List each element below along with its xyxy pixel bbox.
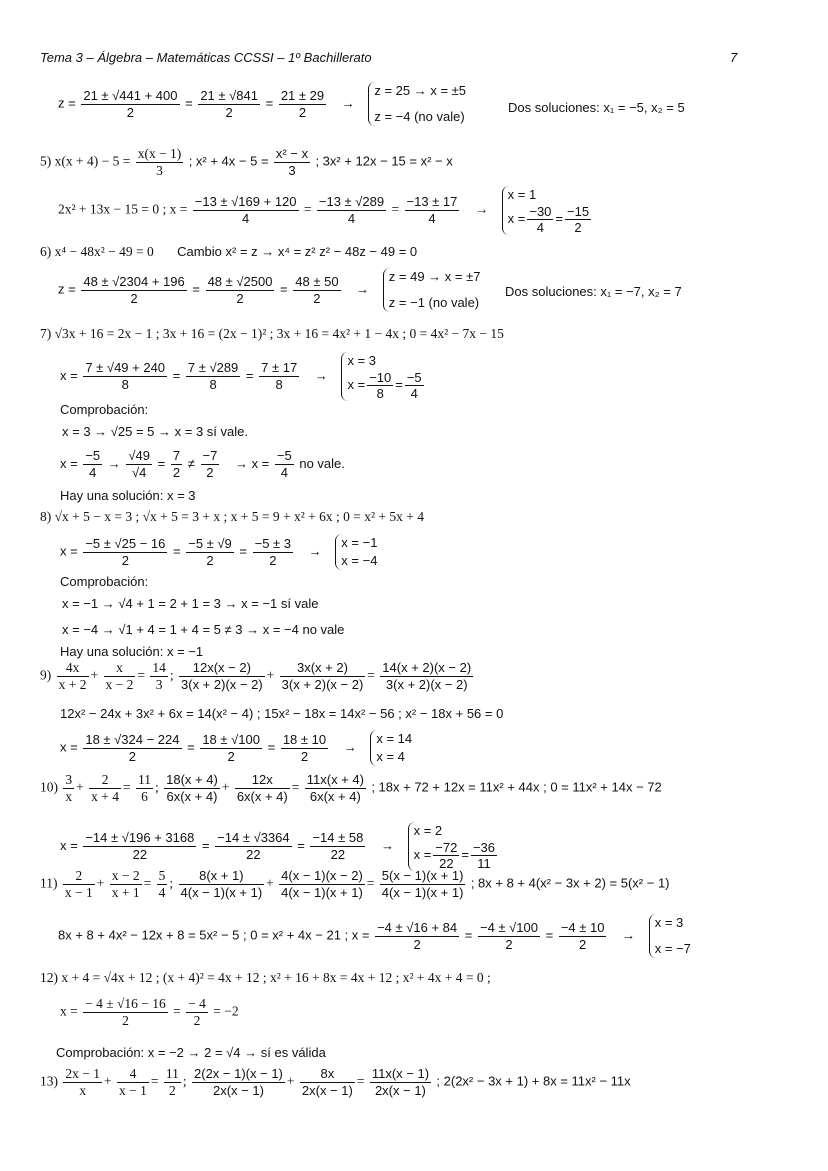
fraction: $\frac{x - 2}{x + 1}$ [111, 868, 140, 900]
check-line: x = −1 → √4 + 1 = 2 + 1 = 3 → x = −1 sí vale [62, 596, 319, 611]
eq-line-1: z = $\frac{21 \pm √441 + 400}{2}$ = $\frac{21 \pm √841}{2}$ = $\frac{21 \pm 29}{2}$ → z = 25 → x = ±5 z = −4 (no vale) [58, 83, 467, 124]
fraction: $\frac{-7}{2}$ [202, 448, 218, 480]
arrow: → [380, 837, 394, 853]
fraction: $\frac{12x(x - 2)}{3(x + 2)(x - 2)}$ [181, 660, 263, 692]
fraction: $\frac{48 \pm √2500}{2}$ [207, 273, 273, 306]
fraction: $\frac{8x}{2x(x - 1)}$ [301, 1066, 353, 1098]
solution-brace: x = 3 x = $\frac{-10}{8}$ = $\frac{-5}{4}$ [341, 352, 425, 401]
arrow: → [622, 927, 636, 943]
fraction: $\frac{-36}{11}$ [472, 840, 496, 871]
problem-7-line-2: x = $\frac{7 \pm √49 + 240}{8}$ = $\frac{7 \pm √289}{8}$ = $\frac{7 \pm 17}{8}$ → x = 3 x = $\frac{-10}{8}$ = $\frac{-5}{4}$ [60, 352, 426, 401]
arrow: → [308, 543, 322, 559]
solution-brace: z = 49 → x = ±7 z = −1 (no vale) [383, 268, 481, 312]
check-heading: Comprobación: [60, 402, 149, 417]
fraction: $\frac{-4 \pm √100}{2}$ [479, 919, 538, 952]
page-number: 7 [730, 50, 738, 65]
running-header-title: Tema 3 – Álgebra – Matemáticas CCSSI – 1º Bachillerato [40, 50, 372, 65]
fraction: $\frac{7}{2}$ [172, 448, 181, 480]
solution-statement: Hay una solución: x = 3 [60, 488, 196, 503]
check-heading: Comprobación: [60, 574, 149, 589]
fraction: $\frac{2x - 1}{x}$ [65, 1066, 100, 1098]
problem-7-line-1: 7) √3x + 16 = 2x − 1 ; 3x + 16 = (2x − 1)² ; 3x + 16 = 4x² + 1 − 4x ; 0 = 4x² − 7x − 15 [40, 326, 504, 341]
problem-9-line-3: x = $\frac{18 \pm √324 - 224}{2}$ = $\frac{18 \pm √100}{2}$ = $\frac{18 \pm 10}{2}$ → x = 14 x = 4 [60, 731, 413, 764]
fraction: $\frac{-14 \pm √196 + 3168}{22}$ [85, 830, 195, 862]
solution-brace: x = 1 x = $\frac{-30}{4}$ = $\frac{-15}{2}$ [502, 186, 593, 235]
fraction: $\frac{\text{x² − x}}{3}$ [275, 146, 309, 178]
fraction: $\frac{-5 \pm √9}{2}$ [188, 535, 232, 568]
solution-brace: x = 14 x = 4 [370, 730, 412, 766]
fraction: $\frac{21 \pm √841}{2}$ [200, 87, 258, 120]
check-line: x = $\frac{-5}{4}$ → $\frac{√49}{√4}$ = $\frac{7}{2}$ ≠ $\frac{-7}{2}$ → x = $\frac{-5}{4}$ no vale. [60, 448, 345, 480]
fraction: $\frac{-4 \pm √16 + 84}{2}$ [377, 919, 458, 952]
check-line: x = 3 → √25 = 5 → x = 3 sí vale. [62, 424, 248, 439]
fraction: $\frac{-15}{2}$ [567, 204, 590, 235]
fraction: $\frac{-5}{4}$ [406, 370, 422, 401]
fraction: $\frac{x}{x - 2}$ [105, 660, 134, 692]
solution-note: Dos soluciones: x₁ = −7, x₂ = 7 [505, 284, 682, 299]
arrow: → [343, 739, 357, 755]
fraction: $\frac{5}{4}$ [158, 868, 166, 900]
problem-5-line-1: 5) x(x + 4) − 5 = $\frac{x(x - 1)}{3}$ ; x² + 4x − 5 = $\frac{\text{x² − x}}{3}$ ; 3x² + 12x − 15 = x² − x [40, 146, 453, 178]
fraction: $\frac{-14 \pm √3364}{22}$ [217, 830, 290, 862]
fraction: $\frac{11x(x + 4)}{6x(x + 4)}$ [306, 772, 364, 804]
fraction: $\frac{-4 \pm 10}{2}$ [560, 919, 605, 952]
fraction: $\frac{- 4 \pm √16 - 16}{2}$ [85, 996, 166, 1028]
fraction: $\frac{7 \pm √289}{8}$ [187, 360, 239, 392]
fraction: $\frac{3x(x + 2)}{3(x + 2)(x - 2)}$ [281, 660, 364, 692]
fraction: $\frac{8(x + 1)}{4(x - 1)(x + 1)}$ [180, 868, 263, 900]
solution-note: Dos soluciones: x₁ = −5, x₂ = 5 [508, 100, 685, 115]
fraction: $\frac{√49}{√4}$ [128, 448, 151, 480]
problem-6-line-2: z = $\frac{48 \pm √2304 + 196}{2}$ = $\frac{48 \pm √2500}{2}$ = $\frac{48 \pm 50}{2}$ → z = 49 → x = ±7 z = −1 (no vale) [58, 269, 481, 310]
solution-brace: x = 3 x = −7 [649, 914, 691, 958]
check-line: Comprobación: x = −2 → 2 = √4 → sí es válida [56, 1045, 326, 1060]
fraction: $\frac{-30}{4}$ [529, 204, 552, 235]
fraction: $\frac{-5}{4}$ [85, 448, 101, 480]
fraction: $\frac{48 \pm √2304 + 196}{2}$ [83, 273, 185, 306]
problem-9-line-2: 12x² − 24x + 3x² + 6x = 14(x² − 4) ; 15x² − 18x = 14x² − 56 ; x² − 18x + 56 = 0 [60, 706, 504, 721]
fraction: $\frac{-14 \pm 58}{22}$ [312, 830, 364, 862]
fraction: $\frac{14(x + 2)(x - 2)}{3(x + 2)(x - 2)}$ [382, 660, 472, 692]
problem-6-line-1: 6) x⁴ − 48x² − 49 = 0 Cambio x² = z → x⁴ = z² z² − 48z − 49 = 0 [40, 244, 418, 259]
text: z = [58, 95, 76, 111]
fraction: $\frac{-5}{4}$ [276, 448, 292, 480]
problem-8-line-1: 8) √x + 5 − x = 3 ; √x + 5 = 3 + x ; x + 5 = 9 + x² + 6x ; 0 = x² + 5x + 4 [40, 509, 425, 524]
fraction: $\frac{x(x - 1)}{3}$ [137, 146, 182, 178]
solution-brace: x = 2 x = $\frac{-72}{22}$ = $\frac{-36}{11}$ [408, 822, 499, 871]
fraction: $\frac{21 \pm 29}{2}$ [280, 87, 325, 120]
fraction: $\frac{14}{3}$ [152, 660, 166, 692]
fraction: $\frac{48 \pm 50}{2}$ [295, 273, 339, 306]
fraction: $\frac{-13 \pm √169 + 120}{4}$ [194, 194, 297, 226]
fraction: $\frac{-5 \pm √25 - 16}{2}$ [85, 535, 166, 568]
problem-12-line-1: 12) x + 4 = √4x + 12 ; (x + 4)² = 4x + 12 ; x² + 16 + 8x = 4x + 12 ; x² + 4x + 4 = 0 ; [40, 970, 491, 985]
fraction: $\frac{-13 \pm 17}{4}$ [406, 194, 458, 226]
fraction: $\frac{18(x + 4)}{6x(x + 4)}$ [166, 772, 218, 804]
problem-11-line-1: 11) $\frac{2}{x - 1}$ + $\frac{x - 2}{x + 1}$ = $\frac{5}{4}$ ; $\frac{8(x + 1)}{4(x - 1)(x + 1)}$ + $\frac{4(x - 1)(x - 2)}{4(x - 1)(x + 1)}$ = $\frac{5(x - 1)(x + 1)}{4(x - 1)(x + 1)}$ ; 8x + 8 + 4(x² − 3x + 2) = 5(x² − 1) [40, 868, 670, 900]
arrow: → [474, 201, 489, 217]
solution-brace: z = 25 → x = ±5 z = −4 (no vale) [368, 82, 466, 126]
fraction: $\frac{18 \pm √100}{2}$ [202, 731, 260, 764]
fraction: $\frac{-10}{8}$ [369, 370, 392, 401]
fraction: $\frac{4(x - 1)(x - 2)}{4(x - 1)(x + 1)}$ [281, 868, 363, 900]
fraction: $\frac{2(2x - 1)(x - 1)}{2x(x - 1)}$ [194, 1066, 283, 1098]
fraction: $\frac{7 \pm √49 + 240}{8}$ [85, 360, 166, 392]
arrow: → [356, 281, 370, 297]
fraction: $\frac{18 \pm 10}{2}$ [282, 731, 327, 764]
arrow: → [314, 367, 328, 383]
problem-9-line-1: 9) $\frac{4x}{x + 2}$ + $\frac{x}{x - 2}$ = $\frac{14}{3}$ ; $\frac{12x(x - 2)}{3(x + 2)(x - 2)}$ + $\frac{3x(x + 2)}{3(x + 2)(x - 2)}$ = $\frac{14(x + 2)(x - 2)}{3(x + 2)(x - 2)}$ [40, 660, 472, 692]
problem-5-line-2: 2x² + 13x − 15 = 0 ; x = $\frac{-13 \pm √169 + 120}{4}$ = $\frac{-13 \pm √289}{4}$ = $\frac{-13 \pm 17}{4}$ → x = 1 x = $\frac{-30}{4}$ = $\frac{-15}{2}$ [58, 186, 593, 235]
problem-13-line-1: 13) $\frac{2x - 1}{x}$ + $\frac{4}{x - 1}$ = $\frac{11}{2}$ ; $\frac{2(2x - 1)(x - 1)}{2x(x - 1)}$ + $\frac{8x}{2x(x - 1)}$ = $\frac{11x(x - 1)}{2x(x - 1)}$ ; 2(2x² − 3x + 1) + 8x = 11x² − 11x [40, 1066, 631, 1098]
fraction: $\frac{4}{x - 1}$ [119, 1066, 147, 1098]
fraction: $\frac{7 \pm 17}{8}$ [261, 360, 298, 392]
fraction: $\frac{4x}{x + 2}$ [58, 660, 87, 692]
fraction: $\frac{2}{x + 4}$ [91, 772, 119, 804]
problem-11-line-2: 8x + 8 + 4x² − 12x + 8 = 5x² − 5 ; 0 = x² + 4x − 21 ; x = $\frac{-4 \pm √16 + 84}{2}$ = $\frac{-4 \pm √100}{2}$ = $\frac{-4 \pm 10}{2}$ → x = 3 x = −7 [58, 915, 691, 956]
arrow: → [341, 95, 355, 111]
problem-8-line-2: x = $\frac{-5 \pm √25 - 16}{2}$ = $\frac{-5 \pm √9}{2}$ = $\frac{-5 \pm 3}{2}$ → x = −1 x = −4 [60, 535, 378, 568]
solution-brace: x = −1 x = −4 [335, 534, 377, 570]
fraction: $\frac{-72}{22}$ [435, 840, 458, 871]
problem-10-line-1: 10) $\frac{3}{x}$ + $\frac{2}{x + 4}$ = $\frac{11}{6}$ ; $\frac{18(x + 4)}{6x(x + 4)}$ + $\frac{12x}{6x(x + 4)}$ = $\frac{11x(x + 4)}{6x(x + 4)}$ ; 18x + 72 + 12x = 11x² + 44x ; 0 = 11x² + 14x − 72 [40, 772, 662, 804]
fraction: $\frac{2}{x - 1}$ [64, 868, 93, 900]
fraction: $\frac{12x}{6x(x + 4)}$ [236, 772, 288, 804]
problem-10-line-2: x = $\frac{-14 \pm √196 + 3168}{22}$ = $\frac{-14 \pm √3364}{22}$ = $\frac{-14 \pm 58}{22}$ → x = 2 x = $\frac{-72}{22}$ = $\frac{-36}{11}$ [60, 822, 499, 871]
fraction: $\frac{18 \pm √324 - 224}{2}$ [85, 731, 180, 764]
fraction: $\frac{11}{6}$ [138, 772, 151, 804]
problem-12-line-2: x = $\frac{- 4 \pm √16 - 16}{2}$ = $\frac{- 4}{2}$ = −2 [60, 996, 239, 1028]
fraction: $\frac{11}{2}$ [165, 1066, 179, 1098]
fraction: $\frac{-13 \pm √289}{4}$ [318, 194, 385, 226]
fraction: $\frac{5(x - 1)(x + 1)}{4(x - 1)(x + 1)}$ [381, 868, 464, 900]
fraction: $\frac{-5 \pm 3}{2}$ [254, 535, 292, 568]
fraction: $\frac{11x(x - 1)}{2x(x - 1)}$ [371, 1066, 430, 1098]
solution-statement: Hay una solución: x = −1 [60, 644, 204, 659]
fraction: $\frac{21 \pm √441 + 400}{2}$ [83, 87, 178, 120]
check-line: x = −4 → √1 + 4 = 1 + 4 = 5 ≠ 3 → x = −4 no vale [62, 622, 345, 637]
fraction: $\frac{- 4}{2}$ [188, 996, 206, 1028]
fraction: $\frac{3}{x}$ [65, 772, 73, 804]
